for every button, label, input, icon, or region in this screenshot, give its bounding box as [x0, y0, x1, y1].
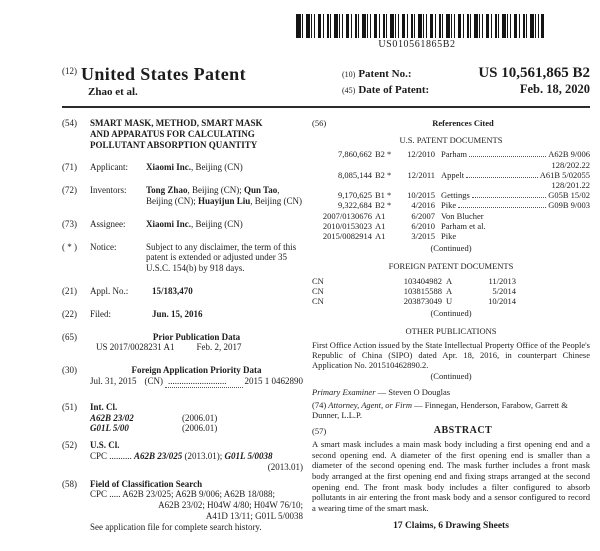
- applicant-value: [146, 162, 303, 173]
- section-65-tag: (65): [62, 331, 77, 342]
- application-number: 15/183,470: [152, 285, 193, 296]
- ref-date: 12/2011: [407, 169, 435, 180]
- int-cl-version: (2006.01): [182, 423, 218, 434]
- ref-date: 11/2013: [488, 275, 516, 286]
- foreign-docs-continued: (Continued): [430, 308, 472, 319]
- dot-leader: [469, 156, 546, 157]
- ref-kind: B1 *: [375, 190, 392, 201]
- section-71-tag: (71): [62, 162, 77, 173]
- patent-date: Feb. 18, 2020: [519, 82, 590, 96]
- priority-country: (CN): [144, 375, 164, 386]
- attorney-firm: Finnegan, Henderson, Farabow, Garrett & Dunner, L.L.P.: [312, 399, 568, 420]
- ref-kind: A1: [375, 231, 386, 242]
- table-row: [312, 149, 590, 159]
- header-right: [342, 66, 590, 98]
- foreign-priority-heading: Foreign Application Priority Data: [131, 365, 262, 376]
- field-search-heading: Field of Classification Search: [90, 478, 203, 489]
- ref-class-cont: 128/201.22: [551, 180, 590, 191]
- ref-number: 2015/0082914: [322, 231, 372, 242]
- other-pubs-text: First Office Action issued by the State Intellectual Property Office of the People's Republic of China (SIPO) dated Apr. 18, 2016, in counterpart Chinese Application No. 201510462890.2.: [312, 339, 590, 371]
- inventors-label: Inventors:: [90, 185, 127, 196]
- ref-name: Parham: [441, 149, 467, 160]
- dot-leader: [466, 177, 538, 178]
- section-int-cl: [62, 402, 303, 434]
- attorney-line: [312, 400, 590, 420]
- ref-number: 103815588: [403, 285, 442, 296]
- ref-name: Gettings: [441, 190, 470, 201]
- inventor-name-2: Qun Tao: [243, 185, 278, 196]
- int-cl-heading: Int. Cl.: [90, 401, 118, 412]
- ref-kind: B2 *: [375, 169, 392, 180]
- patent-number-row: [342, 66, 590, 82]
- filed-date: Jun. 15, 2016: [152, 308, 203, 319]
- assignee-location: , Beijing (CN): [191, 218, 243, 229]
- table-row: [312, 276, 590, 286]
- ref-country: CN: [312, 275, 324, 286]
- priority-number: 2015 1 0462890: [244, 375, 303, 386]
- section-appl-no: [62, 286, 303, 297]
- ref-name: Appelt: [441, 169, 465, 180]
- dot-leader: [458, 207, 546, 208]
- ref-number: 2010/0153023: [322, 220, 372, 231]
- section-72-tag: (72): [62, 185, 77, 196]
- ref-kind: A1: [375, 220, 386, 231]
- section-22-tag: (22): [62, 308, 77, 319]
- date-label: Date of Patent:: [358, 84, 430, 96]
- abstract-heading-row: [312, 426, 590, 436]
- table-row: [312, 190, 590, 200]
- cpc-code-2: G01L 5/0038: [224, 450, 273, 461]
- ref-class: A61B 5/02055: [539, 169, 590, 180]
- int-cl-code: G01L 5/00: [90, 423, 129, 434]
- section-filed: [62, 309, 303, 320]
- ref-kind: A: [446, 275, 453, 286]
- barcode: [296, 14, 538, 50]
- table-row: [312, 221, 590, 231]
- notice-asterisk-tag: ( * ): [62, 241, 77, 252]
- ref-date: 10/2015: [407, 190, 435, 201]
- ref-class-cont: 128/202.22: [551, 159, 590, 170]
- ref-date: 4/2016: [411, 200, 435, 211]
- patent-date-row: [342, 82, 590, 98]
- applicant-label: Applicant:: [90, 162, 128, 173]
- table-row: [312, 170, 590, 180]
- section-58-tag: (58): [62, 478, 77, 489]
- us-cl-heading: U.S. Cl.: [90, 440, 120, 451]
- other-pubs-heading: OTHER PUBLICATIONS: [405, 326, 497, 337]
- field-search-note: See application file for complete search history.: [90, 521, 262, 532]
- table-row: [312, 296, 590, 306]
- section-51-tag: (51): [62, 401, 77, 412]
- section-field-search: [62, 479, 303, 533]
- em-dash: —: [375, 387, 389, 398]
- inventor-loc-2: , Beijing (CN);: [146, 185, 280, 206]
- barcode-bars-image: [296, 14, 544, 38]
- dot-leader: [472, 197, 546, 198]
- section-56-tag: (56): [312, 118, 327, 128]
- ref-kind: U: [446, 296, 453, 307]
- priority-date: Jul. 31, 2015: [90, 375, 137, 386]
- ref-number: 9,322,684: [338, 200, 372, 211]
- table-row: [312, 231, 590, 241]
- assignee-name: Xiaomi Inc.: [146, 218, 191, 229]
- assignee-label: Assignee:: [90, 218, 126, 229]
- notice-text: Subject to any disclaimer, the term of this patent is extended or adjusted under 35 U.S.C. 154(b) by 918 days.: [146, 241, 297, 274]
- table-row: [312, 286, 590, 296]
- appl-no-label: Appl. No.:: [90, 285, 129, 296]
- ref-name: Pike: [441, 200, 457, 211]
- ref-number: 9,170,625: [338, 190, 372, 201]
- int-cl-row: [90, 413, 303, 424]
- ref-name: Parham et al.: [441, 220, 486, 231]
- ref-date: 10/2014: [488, 296, 516, 307]
- filed-label: Filed:: [90, 308, 112, 319]
- prior-pub-number: US 2017/0028231 A1: [96, 342, 175, 353]
- patent-no-label: Patent No.:: [358, 68, 412, 80]
- doc-kind-tag: (12): [62, 66, 77, 76]
- examiner-label: Primary Examiner: [312, 387, 376, 398]
- int-cl-code: A62B 23/02: [90, 412, 134, 423]
- foreign-docs-heading: FOREIGN PATENT DOCUMENTS: [388, 261, 514, 272]
- claims-line: 17 Claims, 6 Drawing Sheets: [393, 521, 509, 532]
- inventors-value: [146, 185, 303, 207]
- section-title: [62, 118, 303, 150]
- section-references: [312, 118, 590, 128]
- section-57-tag: (57): [312, 426, 327, 437]
- us-cl-continuation: (2013.01): [267, 461, 303, 472]
- ref-date: 6/2010: [411, 220, 435, 231]
- ref-country: CN: [312, 285, 324, 296]
- us-cl-line: [90, 451, 303, 462]
- inventor-name-3: Huayijun Liu: [198, 195, 251, 206]
- section-74-tag: (74): [312, 399, 327, 410]
- ref-kind: B2 *: [375, 200, 392, 211]
- prior-pub-date: Feb. 2, 2017: [196, 342, 242, 353]
- ref-name: Pike: [441, 231, 457, 242]
- ref-number: 8,085,144: [338, 169, 372, 180]
- primary-examiner-line: [312, 387, 590, 397]
- ref-kind: A: [446, 285, 453, 296]
- us-docs-continued: (Continued): [430, 243, 472, 254]
- ref-name: Von Blucher: [441, 210, 484, 221]
- ref-date: 5/2014: [492, 285, 516, 296]
- prior-pub-line: [96, 342, 303, 353]
- int-cl-row: [90, 423, 303, 434]
- section-52-tag: (52): [62, 440, 77, 451]
- section-73-tag: (73): [62, 218, 77, 229]
- ref-date: 12/2010: [407, 149, 435, 160]
- cpc-code-1: A62B 23/025: [134, 450, 183, 461]
- attorney-label: Attorney, Agent, or Firm: [328, 399, 412, 410]
- section-21-tag: (21): [62, 285, 77, 296]
- document-type-title: United States Patent: [81, 64, 246, 84]
- ref-number: 103404982: [403, 275, 442, 286]
- section-prior-publication: [62, 332, 303, 354]
- prior-pub-heading: Prior Publication Data: [152, 331, 241, 342]
- assignee-value: [146, 219, 303, 230]
- section-assignee: [62, 219, 303, 230]
- examiner-name: Steven O Douglas: [388, 387, 451, 398]
- field-search-line1: CPC ..... A62B 23/025; A62B 9/006; A62B 18/088;: [90, 489, 276, 500]
- ref-kind: B2 *: [375, 149, 392, 160]
- ref-class: A62B 9/006: [548, 149, 590, 160]
- field-search-line2: A62B 23/02; H04W 4/80; H04W 76/10;: [158, 500, 303, 511]
- section-foreign-priority: [62, 365, 303, 390]
- inventor-short-name: Zhao et al.: [88, 86, 138, 98]
- section-applicant: [62, 162, 303, 173]
- inventor-loc-1: , Beijing (CN);: [187, 185, 244, 196]
- abstract-heading: ABSTRACT: [433, 425, 493, 437]
- right-column: [312, 118, 590, 532]
- references-heading: References Cited: [432, 118, 494, 128]
- table-row: [312, 211, 590, 221]
- ref-country: CN: [312, 296, 324, 307]
- patent-no-tag: (10): [342, 70, 356, 79]
- us-docs-heading: U.S. PATENT DOCUMENTS: [399, 135, 503, 146]
- applicant-location: , Beijing (CN): [191, 162, 243, 173]
- header-left: [62, 64, 246, 98]
- left-column: [62, 118, 303, 545]
- inventor-loc-3: , Beijing (CN): [250, 195, 303, 206]
- ref-kind: A1: [375, 210, 386, 221]
- header-divider: [62, 106, 590, 108]
- ref-date: 6/2007: [411, 210, 435, 221]
- ref-number: 203873049: [403, 296, 442, 307]
- foreign-priority-line: [90, 376, 303, 390]
- int-cl-version: (2006.01): [182, 412, 218, 423]
- invention-title: SMART MASK, METHOD, SMART MASK AND APPARATUS FOR CALCULATING POLLUTANT ABSORPTION QUANTITY: [90, 118, 263, 150]
- em-dash: —: [411, 399, 425, 410]
- inventor-name-1: Tong Zhao: [146, 185, 188, 196]
- table-row: [312, 200, 590, 210]
- cpc-mid: (2013.01);: [182, 450, 225, 461]
- ref-class: G05B 15/02: [548, 190, 590, 201]
- applicant-name: Xiaomi Inc.: [146, 162, 191, 173]
- section-30-tag: (30): [62, 365, 77, 376]
- barcode-number: US010561865B2: [378, 39, 456, 50]
- cpc-prefix: CPC ..........: [90, 450, 135, 461]
- foreign-patent-documents-table: [312, 276, 590, 307]
- section-notice: [62, 242, 303, 274]
- section-inventors: [62, 185, 303, 207]
- ref-class: G09B 9/003: [548, 200, 590, 211]
- ref-date: 3/2015: [411, 231, 435, 242]
- field-search-line3: A41D 13/11; G01L 5/0038: [205, 510, 303, 521]
- section-us-cl: [62, 440, 303, 472]
- abstract-text: A smart mask includes a main mask body including a first opening end and a second opening end. A diameter of the first opening end is smaller than a diameter of the second opening end. The mask further includes a front mask body arranged at the first opening end and fixing straps arranged at the second opening end. The front mask body includes a filter configured to absorb pollutants in air entering the front mask body and a sensor configured to record a wearing time of the smart mask.: [312, 439, 590, 513]
- dot-leader: ..........................: [165, 376, 242, 388]
- other-pubs-continued: (Continued): [430, 371, 472, 382]
- date-tag: (45): [342, 86, 356, 95]
- us-patent-documents-table: [312, 149, 590, 241]
- notice-label: Notice:: [90, 241, 117, 252]
- patent-number: US 10,561,865 B2: [478, 65, 590, 81]
- section-54-tag: (54): [62, 118, 77, 128]
- ref-number: 7,860,662: [338, 149, 372, 160]
- ref-number: 2007/0130676: [322, 210, 372, 221]
